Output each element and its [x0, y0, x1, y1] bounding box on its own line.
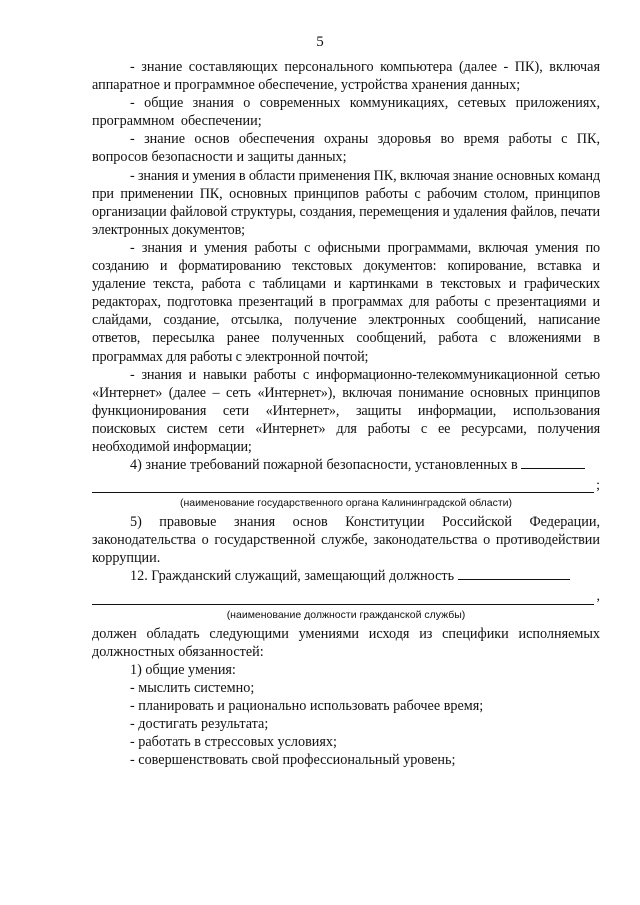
rule-punctuation: ,	[596, 589, 600, 605]
skill-item: - мыслить системно;	[130, 679, 255, 696]
skill-item: - работать в стрессовых условиях;	[130, 734, 337, 751]
paragraph-office-programs: - знания и умения работы с офисными программами, включая умения по созданию и форматированию текстовых документов: копирование, вставка и удаление текста, работа с таблицами и картинками в текстовых и графических редакторах, подготовка презентаций в программах для работы с презентациями и слайдами, создание, отсылка, получение электронных сообщений, написание ответов, пересылка ранее полученных сообщений, работа с вложениями в программах для работы с электронной почтой;	[92, 239, 600, 365]
paragraph-fire-safety	[92, 456, 600, 474]
document-body	[92, 58, 600, 769]
paragraph-skills-intro: должен обладать следующими умениями исходя из специфики исполняемых должностных обязанностей:	[92, 625, 600, 660]
paragraph-communications: - общие знания о современных коммуникациях, сетевых приложениях, программном обеспечении;	[92, 95, 600, 130]
paragraph-pc-components: - знание составляющих персонального компьютера (далее - ПК), включая аппаратное и программное обеспечение, устройства хранения данных;	[92, 59, 600, 94]
paragraph-civil-servant	[92, 567, 600, 585]
blank-line-full	[92, 586, 600, 605]
blank-line-full	[92, 474, 600, 494]
fire-safety-text: 4) знание требований пожарной безопасности, установленных в	[130, 457, 518, 474]
paragraph-health-safety: - знание основ обеспечения охраны здоровья во время работы с ПК, вопросов безопасности и защиты данных;	[92, 131, 600, 166]
caption-state-body: (наименование государственного органа Калининградской области)	[179, 497, 513, 510]
blank-line	[521, 456, 585, 469]
page-number: 5	[316, 34, 324, 50]
paragraph-internet: - знания и навыки работы с информационно-телекоммуникационной сетью «Интернет» (далее – сеть «Интернет»), включая понимание основных принципов функционирования сети «Интернет», защиты информации, использования поисковых систем сети «Интернет» для работы с ее ресурсами, получения необходимой информации;	[92, 366, 600, 455]
blank-line	[458, 567, 570, 580]
skill-item: - планировать и рационально использовать рабочее время;	[130, 697, 484, 714]
paragraph-legal-knowledge: 5) правовые знания основ Конституции Российской Федерации, законодательства о государственной службе, законодательства о противодействии коррупции.	[92, 514, 600, 567]
caption-position: (наименование должности гражданской службы)	[226, 608, 466, 621]
skill-item: - достигать результата;	[130, 716, 269, 732]
skill-item: - совершенствовать свой профессиональный уровень;	[130, 752, 456, 769]
civil-servant-text: 12. Гражданский служащий, замещающий должность	[130, 568, 455, 585]
skills-heading: 1) общие умения:	[130, 661, 236, 678]
rule-punctuation: ;	[596, 478, 600, 494]
paragraph-pc-usage: - знания и умения в области применения ПК, включая знание основных команд при применении ПК, основных принципов работы с рабочим столом, принципов организации файловой структуры, создания, перемещения и удаления файлов, печати электронных документов;	[92, 167, 601, 238]
